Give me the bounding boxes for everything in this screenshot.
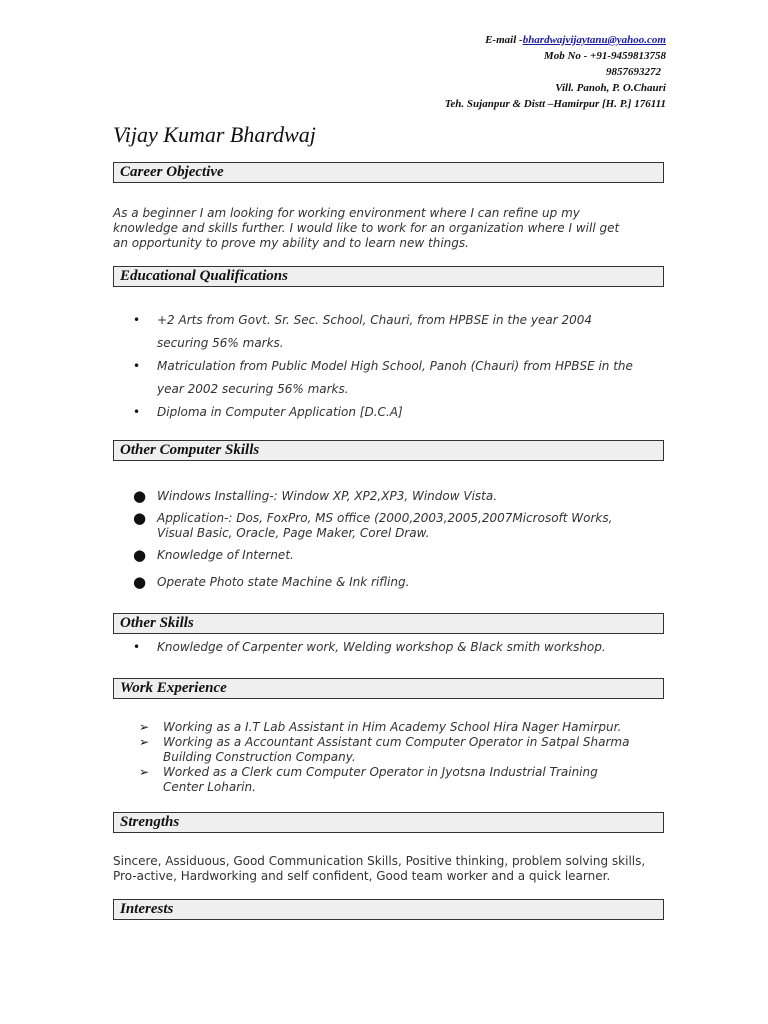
- arrow-bullet-icon: ➢: [139, 765, 150, 779]
- interests-heading: Interests: [113, 899, 664, 920]
- bullet-icon: ●: [133, 509, 147, 527]
- list-item: • +2 Arts from Govt. Sr. Sec. School, Chauri, from HPBSE in the year 2004 securing 56% marks.: [157, 309, 633, 355]
- address-line-2: Teh. Sujanpur & Distt –Hamirpur [H. P.] 176111: [444, 98, 666, 110]
- education-heading: Educational Qualifications: [113, 266, 664, 287]
- work-experience-heading: Work Experience: [113, 678, 664, 699]
- list-item: • Matriculation from Public Model High School, Panoh (Chauri) from HPBSE in the year 2002 securing 56% marks.: [157, 355, 633, 401]
- candidate-name: Vijay Kumar Bhardwaj: [113, 122, 316, 147]
- list-item: ● Operate Photo state Machine & Ink rifling.: [133, 573, 410, 591]
- bullet-icon: ●: [133, 573, 147, 591]
- bullet-icon: •: [133, 640, 141, 654]
- arrow-bullet-icon: ➢: [139, 720, 150, 734]
- contact-block: [445, 32, 666, 112]
- arrow-bullet-icon: ➢: [139, 735, 150, 749]
- other-skills-heading: Other Skills: [113, 613, 664, 634]
- strengths-line: Pro-active, Hardworking and self confident, Good team worker and a quick learner.: [113, 869, 611, 883]
- career-line: As a beginner I am looking for working environment where I can refine up my: [113, 206, 580, 220]
- bullet-icon: ●: [133, 546, 147, 564]
- list-item: ● Application-: Dos, FoxPro, MS office (2000,2003,2005,2007Microsoft Works, Visual Basic, Oracle, Page Maker, Corel Draw.: [133, 509, 613, 540]
- list-item: • Diploma in Computer Application [D.C.A]: [157, 401, 633, 424]
- email-line: [445, 32, 666, 48]
- bullet-icon: •: [133, 313, 141, 327]
- list-item: ● Knowledge of Internet.: [133, 546, 294, 564]
- email-link[interactable]: bhardwajvijaytanu@yahoo.com: [522, 34, 666, 46]
- strengths-text: [113, 854, 645, 884]
- list-item: ➢ Working as a I.T Lab Assistant in Him Academy School Hira Nager Hamirpur.: [139, 720, 622, 734]
- email-label: E-mail -: [485, 34, 523, 46]
- other-skills-list: [133, 640, 606, 655]
- career-objective-heading: Career Objective: [113, 162, 664, 183]
- bullet-icon: •: [133, 405, 141, 419]
- list-item: ➢ Worked as a Clerk cum Computer Operator in Jyotsna Industrial Training Center Loharin.: [139, 765, 598, 794]
- list-item: ➢ Working as a Accountant Assistant cum Computer Operator in Satpal Sharma Building Construction Company.: [139, 735, 630, 764]
- list-item: ● Windows Installing-: Window XP, XP2,XP3, Window Vista.: [133, 487, 498, 505]
- strengths-line: Sincere, Assiduous, Good Communication Skills, Positive thinking, problem solving skills,: [113, 854, 646, 868]
- career-objective-text: [113, 206, 619, 251]
- strengths-heading: Strengths: [113, 812, 664, 833]
- work-experience-list: [139, 720, 630, 795]
- career-line: an opportunity to prove my ability and to learn new things.: [113, 236, 469, 250]
- computer-skills-list: [133, 487, 613, 591]
- mobile-line-2: 9857693272: [606, 66, 661, 78]
- address-line-1: Vill. Panoh, P. O.Chauri: [555, 82, 666, 94]
- education-list: [133, 309, 633, 424]
- mobile-line: Mob No - +91-9459813758: [543, 50, 666, 62]
- bullet-icon: ●: [133, 487, 147, 505]
- computer-skills-heading: Other Computer Skills: [113, 440, 664, 461]
- list-item: • Knowledge of Carpenter work, Welding workshop & Black smith workshop.: [133, 640, 606, 654]
- bullet-icon: •: [133, 359, 141, 373]
- career-line: knowledge and skills further. I would like to work for an organization where I will get: [113, 221, 620, 235]
